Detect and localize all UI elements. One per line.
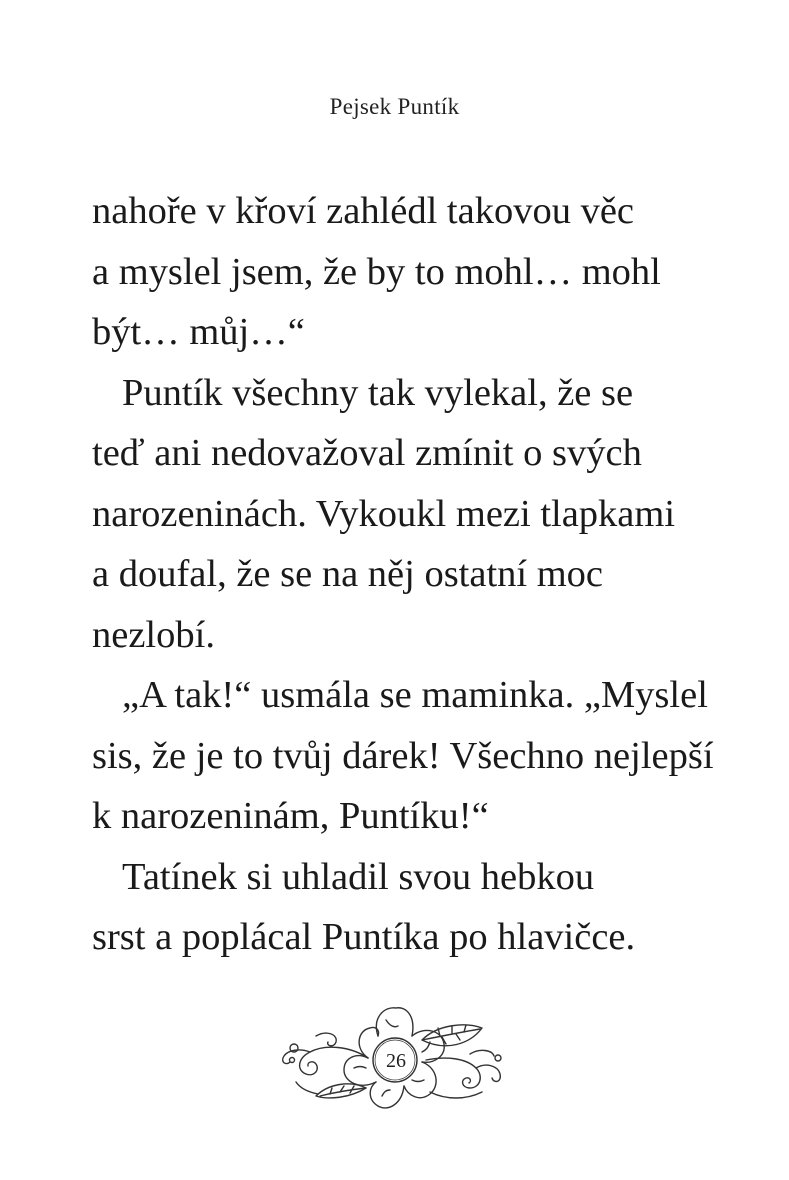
running-head-title: Pejsek Puntík <box>329 94 460 119</box>
text-line: být… můj…“ <box>92 311 305 353</box>
text-line: „A tak!“ usmála se maminka. „Myslel <box>122 674 708 716</box>
text-line: a myslel jsem, že by to mohl… mohl <box>92 250 661 293</box>
text-line: nezlobí. <box>92 613 215 656</box>
text-line: teď ani nedovažoval zmínit o svých <box>92 432 642 474</box>
page-body-text <box>92 181 732 968</box>
text-line: k narozeninám, Puntíku!“ <box>92 795 489 837</box>
text-line: nahoře v křoví zahlédl takovou věc <box>92 190 635 232</box>
text-line: sis, že je to tvůj dárek! Všechno nejlepší <box>92 734 714 777</box>
text-line: Tatínek si uhladil svou hebkou <box>122 855 595 898</box>
page-number: 26 <box>386 1050 406 1072</box>
text-line: srst a poplácal Puntíka po hlavičce. <box>92 916 636 958</box>
text-line: a doufal, že se na něj ostatní moc <box>92 553 604 595</box>
text-line: Puntík všechny tak vylekal, že se <box>122 371 634 414</box>
text-line: narozeninách. Vykoukl mezi tlapkami <box>92 492 676 535</box>
